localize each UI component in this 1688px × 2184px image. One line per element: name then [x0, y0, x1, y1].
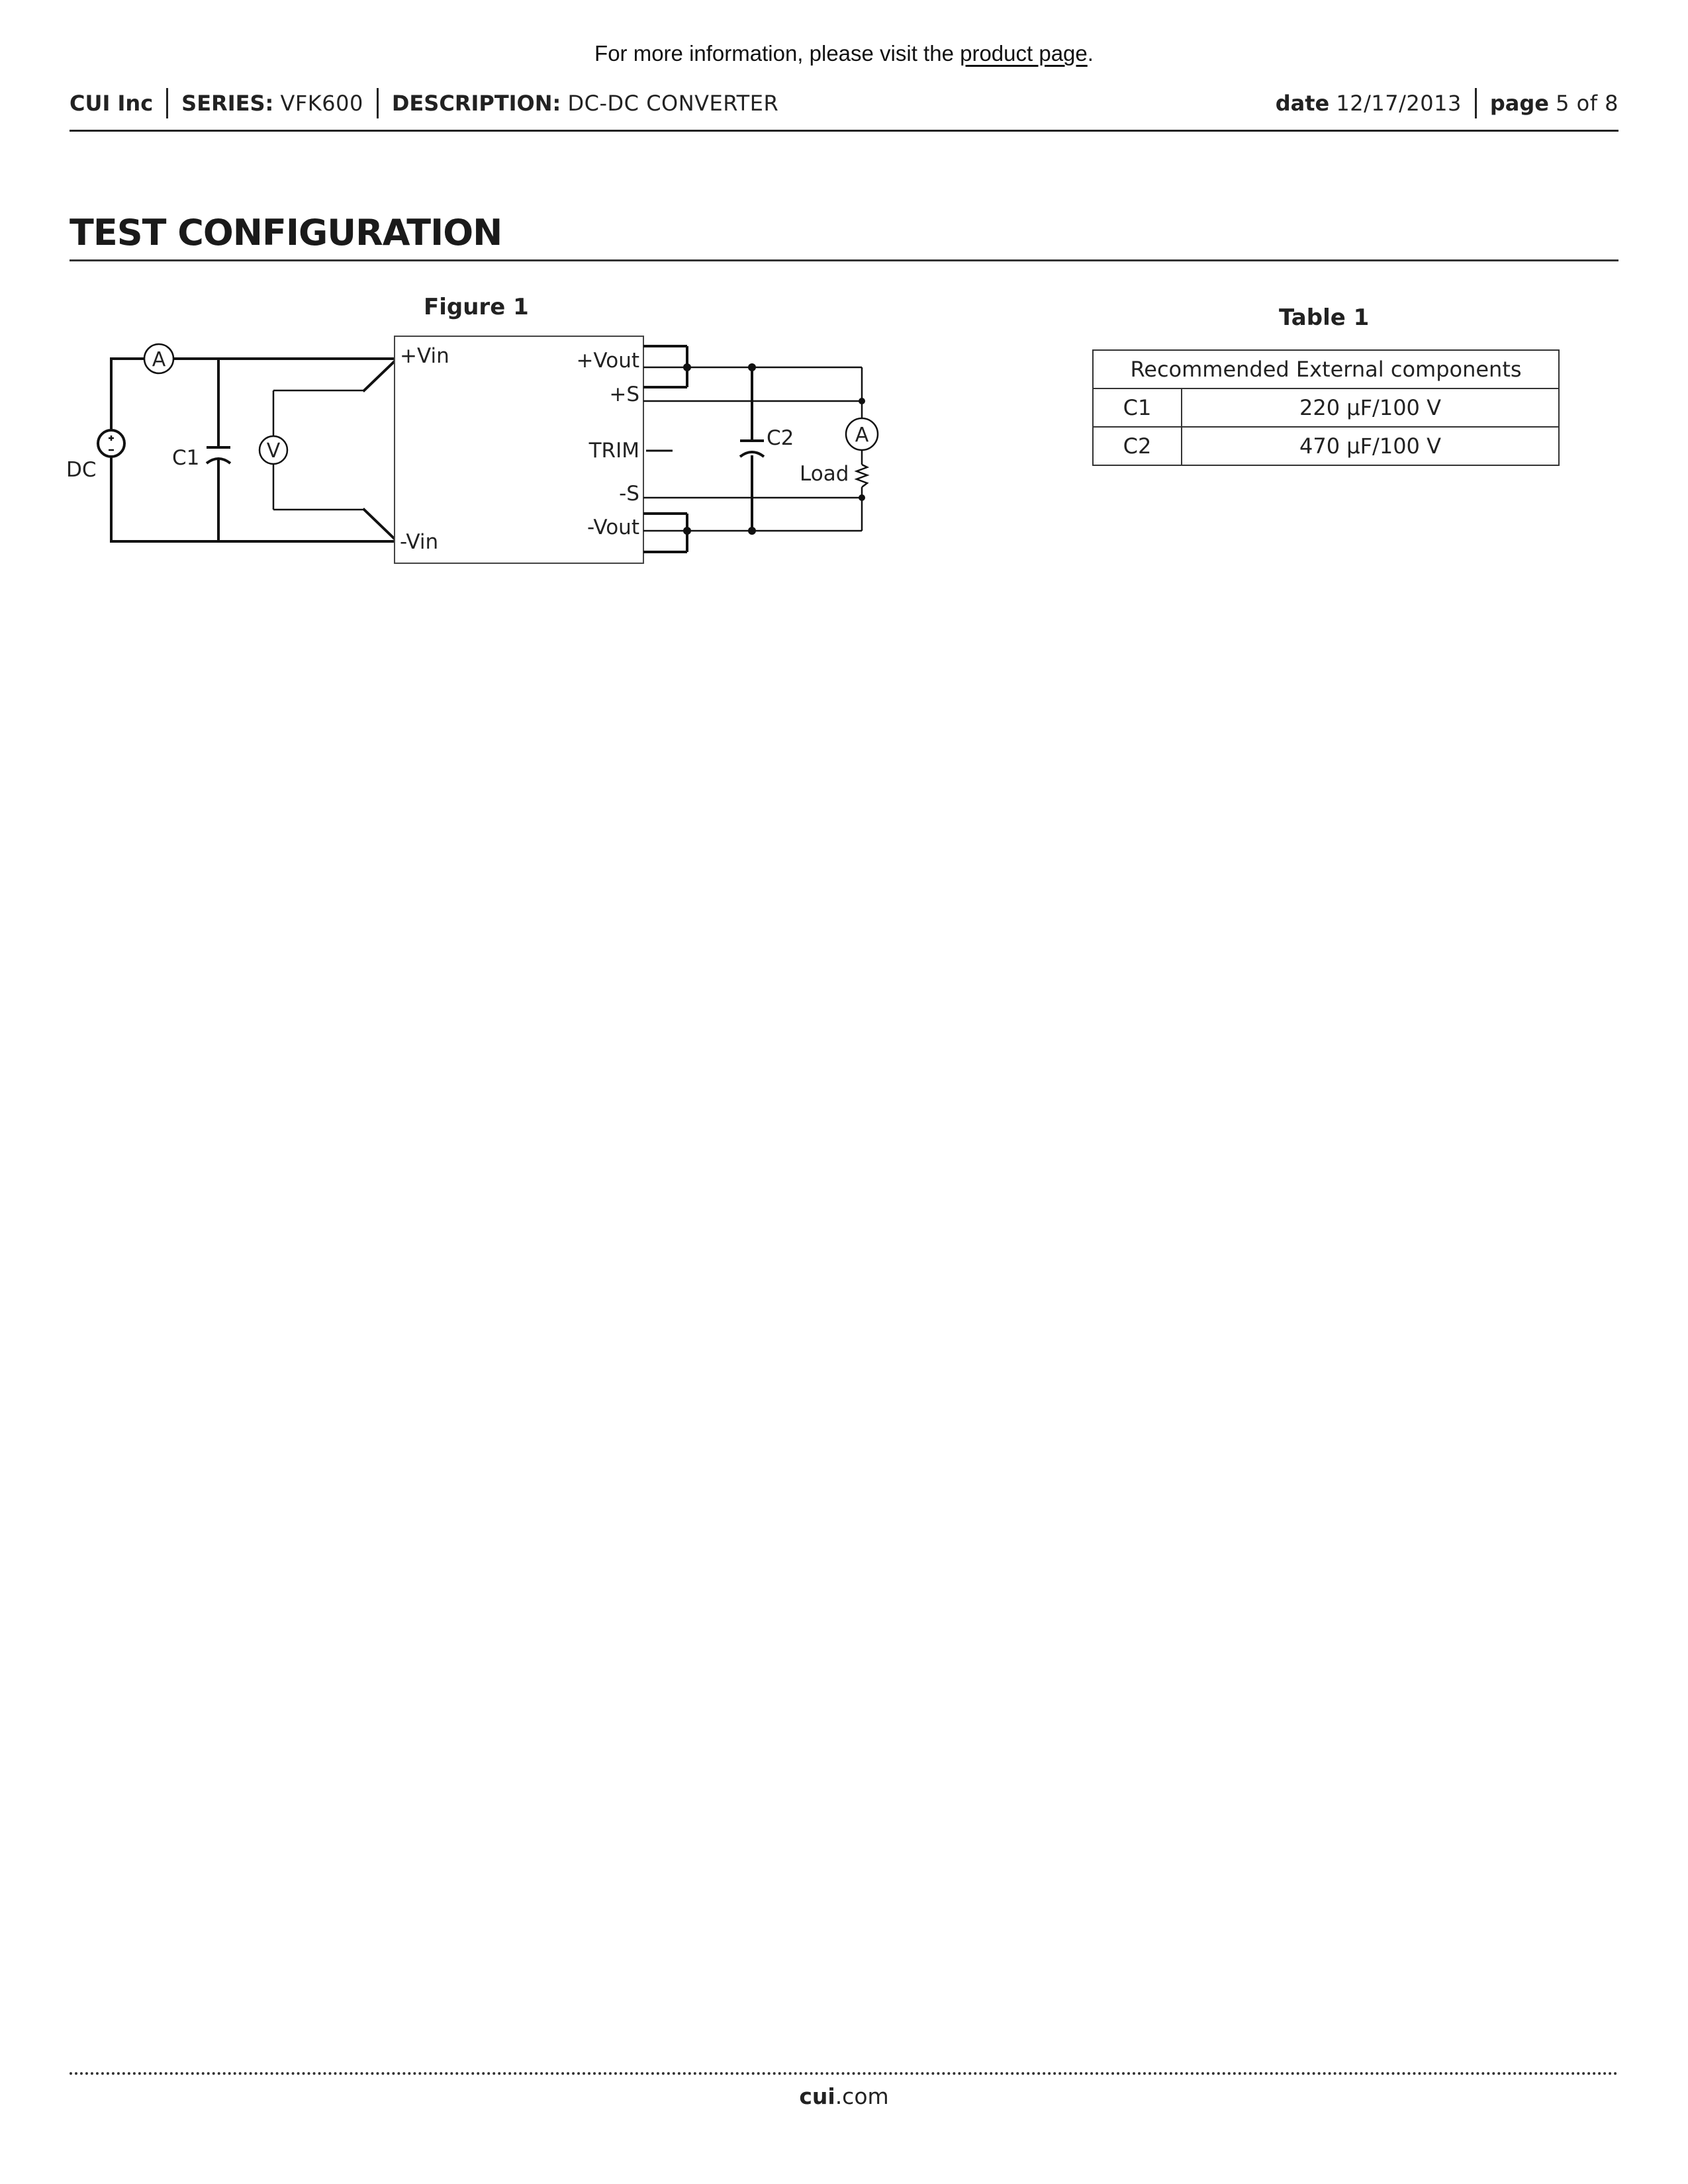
company-name: CUI Inc [70, 91, 154, 116]
section-title: TEST CONFIGURATION [70, 212, 502, 253]
vout-neg-label: -Vout [587, 516, 639, 539]
trim-label: TRIM [588, 439, 639, 463]
series-value: VFK600 [280, 91, 363, 116]
page-header [70, 86, 1618, 120]
table-header-row [1093, 350, 1559, 388]
load-label: Load [800, 462, 849, 486]
description-value: DC-DC CONVERTER [567, 91, 779, 116]
top-note [0, 41, 1688, 66]
test-circuit-schematic [60, 324, 894, 576]
header-left [70, 88, 778, 118]
sense-neg-label: -S [619, 482, 639, 506]
page-label: page [1489, 91, 1549, 116]
voltmeter-label: V [266, 439, 281, 463]
vin-neg-label: -Vin [400, 530, 439, 554]
page-number: 5 of 8 [1556, 91, 1618, 116]
footer-brand[interactable] [0, 2083, 1688, 2109]
top-note-period: . [1087, 41, 1094, 66]
table-row [1093, 427, 1559, 465]
load-resistor-symbol [857, 465, 867, 487]
table-row [1093, 388, 1559, 427]
component-cell: C1 [1093, 388, 1182, 427]
date-label: date [1275, 91, 1330, 116]
header-right [1276, 88, 1618, 118]
dc-label: DC [66, 458, 97, 482]
series-label: SERIES: [181, 91, 274, 116]
dc-source-symbol [98, 430, 124, 457]
capacitor-c2-symbol [740, 441, 764, 457]
footer-brand-bold: cui [799, 2083, 835, 2109]
value-cell: 220 µF/100 V [1182, 388, 1559, 427]
components-table [1092, 349, 1560, 466]
sense-pos-label: +S [609, 383, 639, 406]
ammeter-output-label: A [855, 424, 869, 447]
value-cell: 470 µF/100 V [1182, 427, 1559, 465]
top-note-text: For more information, please visit the [594, 41, 961, 66]
table-header-cell: Recommended External components [1093, 350, 1559, 388]
date-value: 12/17/2013 [1336, 91, 1462, 116]
product-page-link[interactable]: product page [960, 41, 1088, 66]
ammeter-input-label: A [152, 348, 166, 371]
section-rule [70, 259, 1618, 261]
description-label: DESCRIPTION: [391, 91, 561, 116]
header-rule [70, 130, 1618, 132]
header-divider [166, 88, 168, 118]
figure-title: Figure 1 [424, 294, 529, 320]
header-divider [377, 88, 379, 118]
c2-label: C2 [767, 426, 794, 450]
footer-brand-domain: .com [835, 2083, 889, 2109]
c1-label: C1 [172, 446, 200, 470]
table-title: Table 1 [1279, 304, 1370, 331]
component-cell: C2 [1093, 427, 1182, 465]
vout-pos-label: +Vout [576, 349, 639, 373]
footer-rule [70, 2072, 1618, 2075]
header-divider [1475, 88, 1477, 118]
vin-pos-label: +Vin [400, 344, 449, 368]
